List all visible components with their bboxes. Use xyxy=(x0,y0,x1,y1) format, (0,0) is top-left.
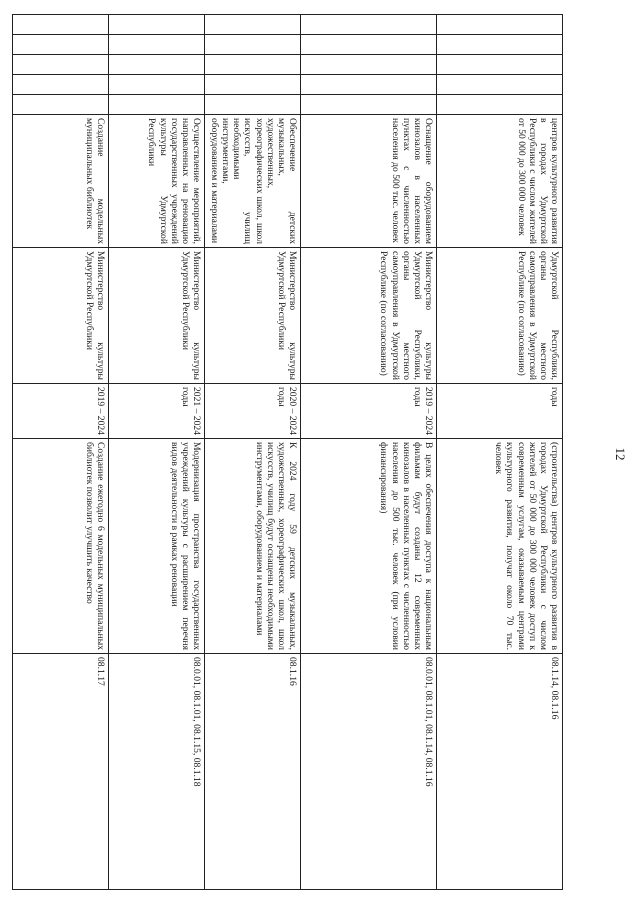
code-cell-empty xyxy=(109,35,205,55)
code-cell-empty xyxy=(301,15,437,35)
indicator-codes: 08.1.16 xyxy=(205,654,301,890)
table-row xyxy=(301,15,437,890)
table-row xyxy=(13,15,109,890)
measure-result: Модернизация пространства государственных учреждений культуры с расширением перечня видов деятельности в рамках реновации xyxy=(109,439,205,654)
measure-name: Обеспечение детских музыкальных, художественных, хореографических школ, школ искусств, училищ необходимыми инструментами, оборудованием и материалами xyxy=(205,115,301,248)
code-cell-empty xyxy=(109,95,205,115)
code-cell-empty xyxy=(437,55,563,75)
code-cell-empty xyxy=(13,55,109,75)
measure-period: 2021 – 2024 годы xyxy=(109,384,205,439)
measure-name: центров культурного развития в городах Удмуртской Республики с числом жителей от 50 000 до 300 000 человек xyxy=(437,115,563,248)
code-cell-empty xyxy=(437,35,563,55)
code-cell-empty xyxy=(13,75,109,95)
code-cell-empty xyxy=(205,75,301,95)
measure-period: годы xyxy=(437,384,563,439)
code-cell-empty xyxy=(205,15,301,35)
indicator-codes: 08.0.01, 08.1.01, 08.1.15, 08.1.18 xyxy=(109,654,205,890)
measure-period: 2019 – 2024 xyxy=(13,384,109,439)
indicator-codes: 08.1.14, 08.1.16 xyxy=(437,654,563,890)
code-cell-empty xyxy=(13,95,109,115)
page-number: 12 xyxy=(613,447,628,461)
code-cell-empty xyxy=(109,55,205,75)
code-cell-empty xyxy=(301,35,437,55)
measure-result: К 2024 году 59 детских музыкальных, художественных, хореографических школ, школ искусств, училищ будут оснащены необходимыми инструментами, оборудованием и материалами xyxy=(205,439,301,654)
table-row xyxy=(109,15,205,890)
code-cell-empty xyxy=(13,35,109,55)
code-cell-empty xyxy=(205,55,301,75)
table-row xyxy=(437,15,563,890)
table-row xyxy=(205,15,301,890)
code-cell-empty xyxy=(109,75,205,95)
code-cell-empty xyxy=(205,95,301,115)
indicator-codes: 08.1.17 xyxy=(13,654,109,890)
measure-result: (строительства) центров культурного развития в городах Удмуртской Республики с числом жителей от 50 000 до 300 000 человек доступ к современным услугам, оказываемым центрами культурного развития, получат около 70 тыс. человек xyxy=(437,439,563,654)
code-cell-empty xyxy=(437,15,563,35)
measure-executor: Министерство культуры Удмуртской Республики xyxy=(109,248,205,384)
measure-name: Оснащение оборудованием кинозалов в населенных пунктах с численностью населения до 500 тыс. человек xyxy=(301,115,437,248)
measure-period: 2019 – 2024 годы xyxy=(301,384,437,439)
measure-executor: Министерство культуры Удмуртской Республики xyxy=(205,248,301,384)
code-cell-empty xyxy=(437,95,563,115)
code-cell-empty xyxy=(301,95,437,115)
measure-executor: Удмуртской Республики, органы местного самоуправления в Удмуртской Республике (по согласованию) xyxy=(437,248,563,384)
code-cell-empty xyxy=(205,35,301,55)
code-cell-empty xyxy=(13,15,109,35)
code-cell-empty xyxy=(109,15,205,35)
measure-period: 2020 – 2024 годы xyxy=(205,384,301,439)
code-cell-empty xyxy=(437,75,563,95)
code-cell-empty xyxy=(301,55,437,75)
measure-name: Осуществление мероприятий, направленных на реновацию государственных учреждений культуры Удмуртской Республики xyxy=(109,115,205,248)
measure-executor: Министерство культуры Удмуртской Республики, органы местного самоуправления в Удмуртской Республике (по согласованию) xyxy=(301,248,437,384)
measure-name: Создание модельных муниципальных библиотек xyxy=(13,115,109,248)
measure-result: В целях обеспечения доступа к национальным фильмам будут созданы 12 современных кинозалов в населенных пунктах с численностью населения до 500 тыс. человек (при условии финансирования) xyxy=(301,439,437,654)
measures-table xyxy=(12,14,563,890)
indicator-codes: 08.0.01, 08.1.01, 08.1.14, 08.1.16 xyxy=(301,654,437,890)
measure-executor: Министерство культуры Удмуртской Республики xyxy=(13,248,109,384)
code-cell-empty xyxy=(301,75,437,95)
measure-result: Создание ежегодно 6 модельных муниципальных библиотек позволит улучшить качество xyxy=(13,439,109,654)
